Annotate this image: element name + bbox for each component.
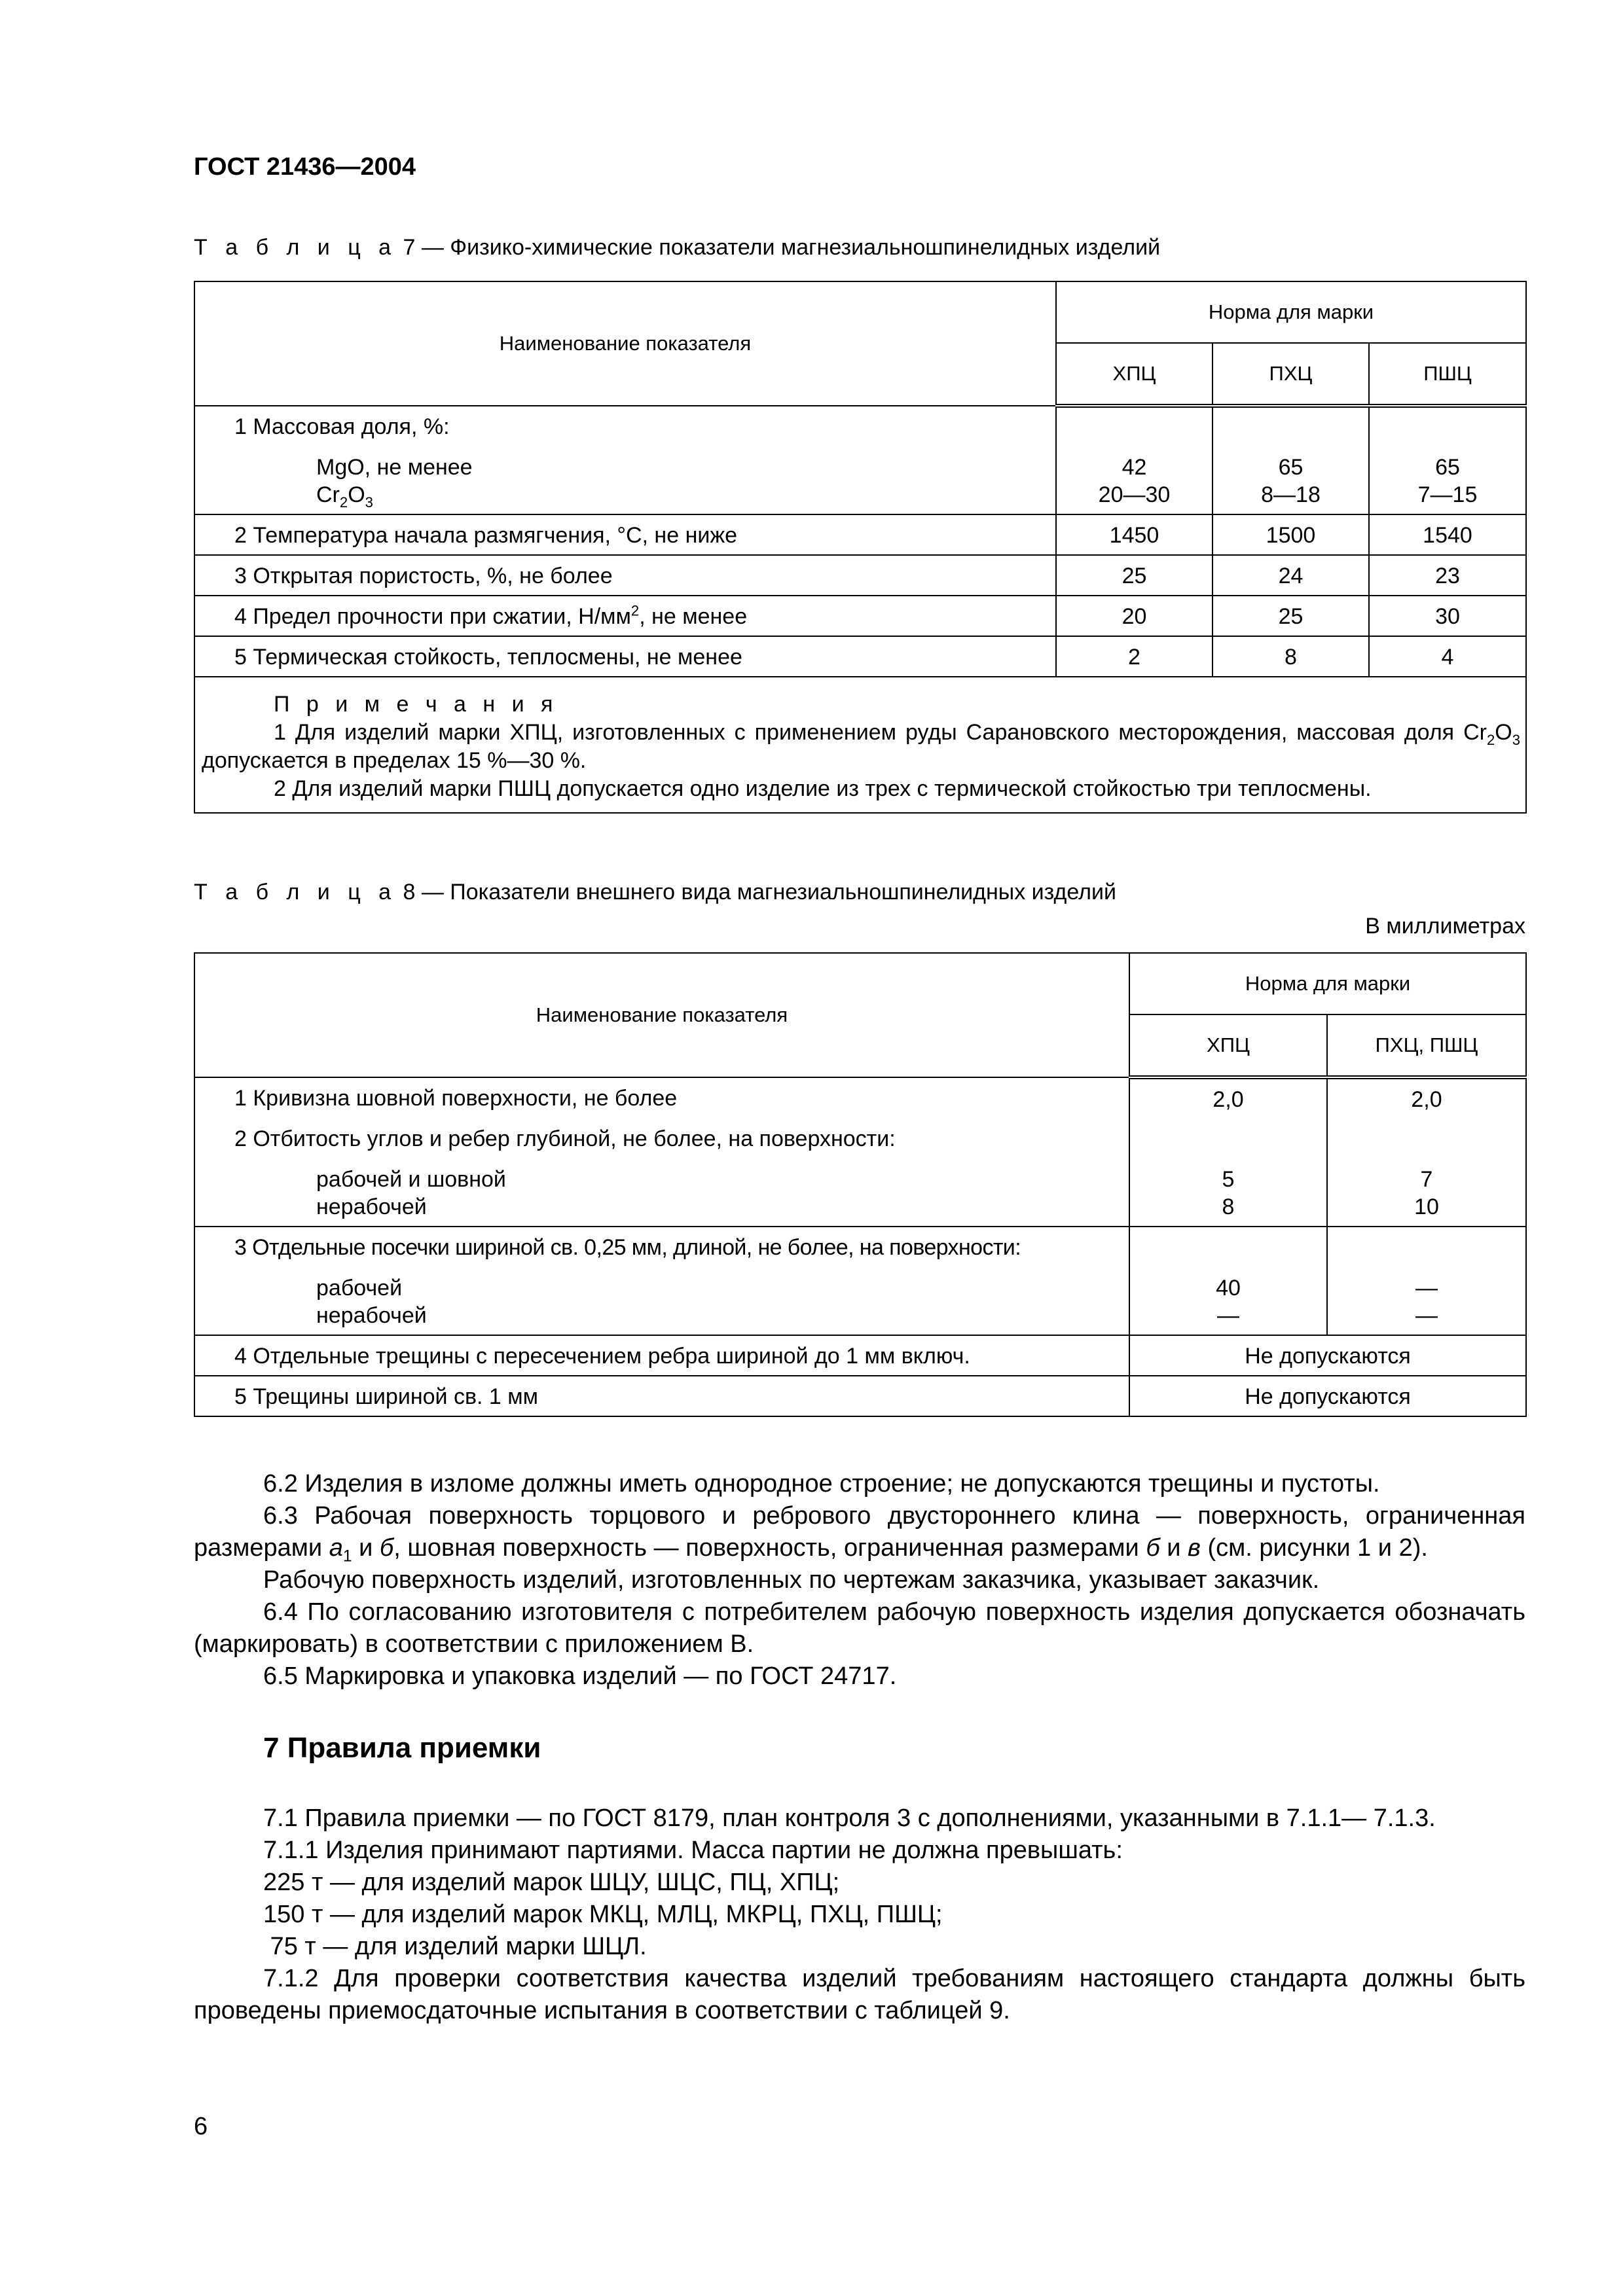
table7-grade: ПХЦ xyxy=(1213,343,1369,406)
table7-header-norm: Норма для марки xyxy=(1056,281,1526,343)
table8 xyxy=(194,952,1527,1417)
note-1: 1 Для изделий марки ХПЦ, изготовленных с применением руды Сарановского месторождения, массовая доля $Cr_2O_3$ допускается в пределах 15 %—30 %. xyxy=(202,719,1520,773)
body-text xyxy=(194,1468,1525,1693)
table8-grade: ХПЦ xyxy=(1129,1014,1327,1077)
table-row: 2 Отбитость углов и ребер глубиной, не более, на поверхности: рабочей и шовной нерабочей 5 8 7 10 xyxy=(194,1119,1526,1227)
document-id: ГОСТ 21436—2004 xyxy=(194,153,416,181)
paragraph-6-2: 6.2 Изделия в изломе должны иметь однородное строение; не допускаются трещины и пустоты. xyxy=(263,1469,1380,1498)
table7-caption: Т а б л и ц а 7 — Физико-химические показатели магнезиальношпинелидных изделий xyxy=(194,235,1161,260)
table-row: 5 Термическая стойкость, теплосмены, не менее 2 8 4 xyxy=(194,636,1526,677)
list-item: 75 т — для изделий марки ШЦЛ. xyxy=(263,1932,647,1960)
section-7-heading: 7 Правила приемки xyxy=(263,1731,541,1764)
notes-heading: П р и м е ч а н и я xyxy=(274,691,558,717)
paragraph-7-1: 7.1 Правила приемки — по ГОСТ 8179, план контроля 3 с дополнениями, указанными в 7.1.1— 7.1.3. xyxy=(263,1804,1436,1832)
note-2: 2 Для изделий марки ПШЦ допускается одно изделие из трех с термической стойкостью три теплосмены. xyxy=(274,776,1372,801)
table-row: 4 Отдельные трещины с пересечением ребра шириной до 1 мм включ. Не допускаются xyxy=(194,1335,1526,1376)
table-row: 2 Температура начала размягчения, °C, не ниже 1450 1500 1540 xyxy=(194,514,1526,555)
table7-grade: ХПЦ xyxy=(1056,343,1213,406)
paragraph-6-5: 6.5 Маркировка и упаковка изделий — по ГОСТ 24717. xyxy=(263,1662,897,1690)
table8-units: В миллиметрах xyxy=(1365,913,1525,939)
page-number: 6 xyxy=(194,2113,208,2140)
table-row: 1 Массовая доля, %: MgO, не менее $Cr_2O_3$ 42 20—30 65 8—18 65 7—15 xyxy=(194,406,1526,514)
paragraph-6-3: 6.3 Рабочая поверхность торцового и ребрового двустороннего клина — поверхность, ограниченная размерами $a_1$ и б, шовная поверхность — поверхность, ограниченная размерами б и в (см. рисунки 1 и 2). xyxy=(194,1501,1525,1566)
table-row: 3 Отдельные посечки шириной св. 0,25 мм, длиной, не более, на поверхности: рабочей нерабочей 40 — — — xyxy=(194,1227,1526,1335)
section-7-text xyxy=(194,1803,1525,2027)
table-row: 1 Кривизна шовной поверхности, не более 2,0 2,0 xyxy=(194,1077,1526,1119)
paragraph-7-1-1: 7.1.1 Изделия принимают партиями. Масса партии не должна превышать: xyxy=(263,1836,1123,1864)
table-row: 3 Открытая пористость, %, не более 25 24 23 xyxy=(194,555,1526,596)
table7 xyxy=(194,281,1527,814)
paragraph-6-4: 6.4 По согласованию изготовителя с потребителем рабочую поверхность изделия допускается обозначать (маркировать) в соответствии с приложением В. xyxy=(194,1598,1525,1658)
table8-caption: Т а б л и ц а 8 — Показатели внешнего вида магнезиальношпинелидных изделий xyxy=(194,879,1116,905)
paragraph-7-1-2: 7.1.2 Для проверки соответствия качества изделий требованиям настоящего стандарта должны быть проведены приемосдаточные испытания в соответствии с таблицей 9. xyxy=(194,1964,1525,2024)
table7-grade: ПШЦ xyxy=(1369,343,1526,406)
document-page xyxy=(194,154,1525,2027)
table8-header-norm: Норма для марки xyxy=(1129,953,1526,1014)
table8-header-name: Наименование показателя xyxy=(194,953,1129,1077)
list-item: 150 т — для изделий марок МКЦ, МЛЦ, МКРЦ, ПХЦ, ПШЦ; xyxy=(263,1900,943,1928)
paragraph-6-3-2: Рабочую поверхность изделий, изготовленных по чертежам заказчика, указывает заказчик. xyxy=(263,1566,1320,1594)
table-row: 5 Трещины шириной св. 1 мм Не допускаются xyxy=(194,1376,1526,1416)
table-row: 4 Предел прочности при сжатии, $Н/мм^2$, не менее 20 25 30 xyxy=(194,596,1526,636)
table7-header-name: Наименование показателя xyxy=(194,281,1056,406)
list-item: 225 т — для изделий марок ШЦУ, ШЦС, ПЦ, ХПЦ; xyxy=(263,1868,840,1896)
table8-grade: ПХЦ, ПШЦ xyxy=(1327,1014,1526,1077)
table7-notes xyxy=(194,677,1526,813)
